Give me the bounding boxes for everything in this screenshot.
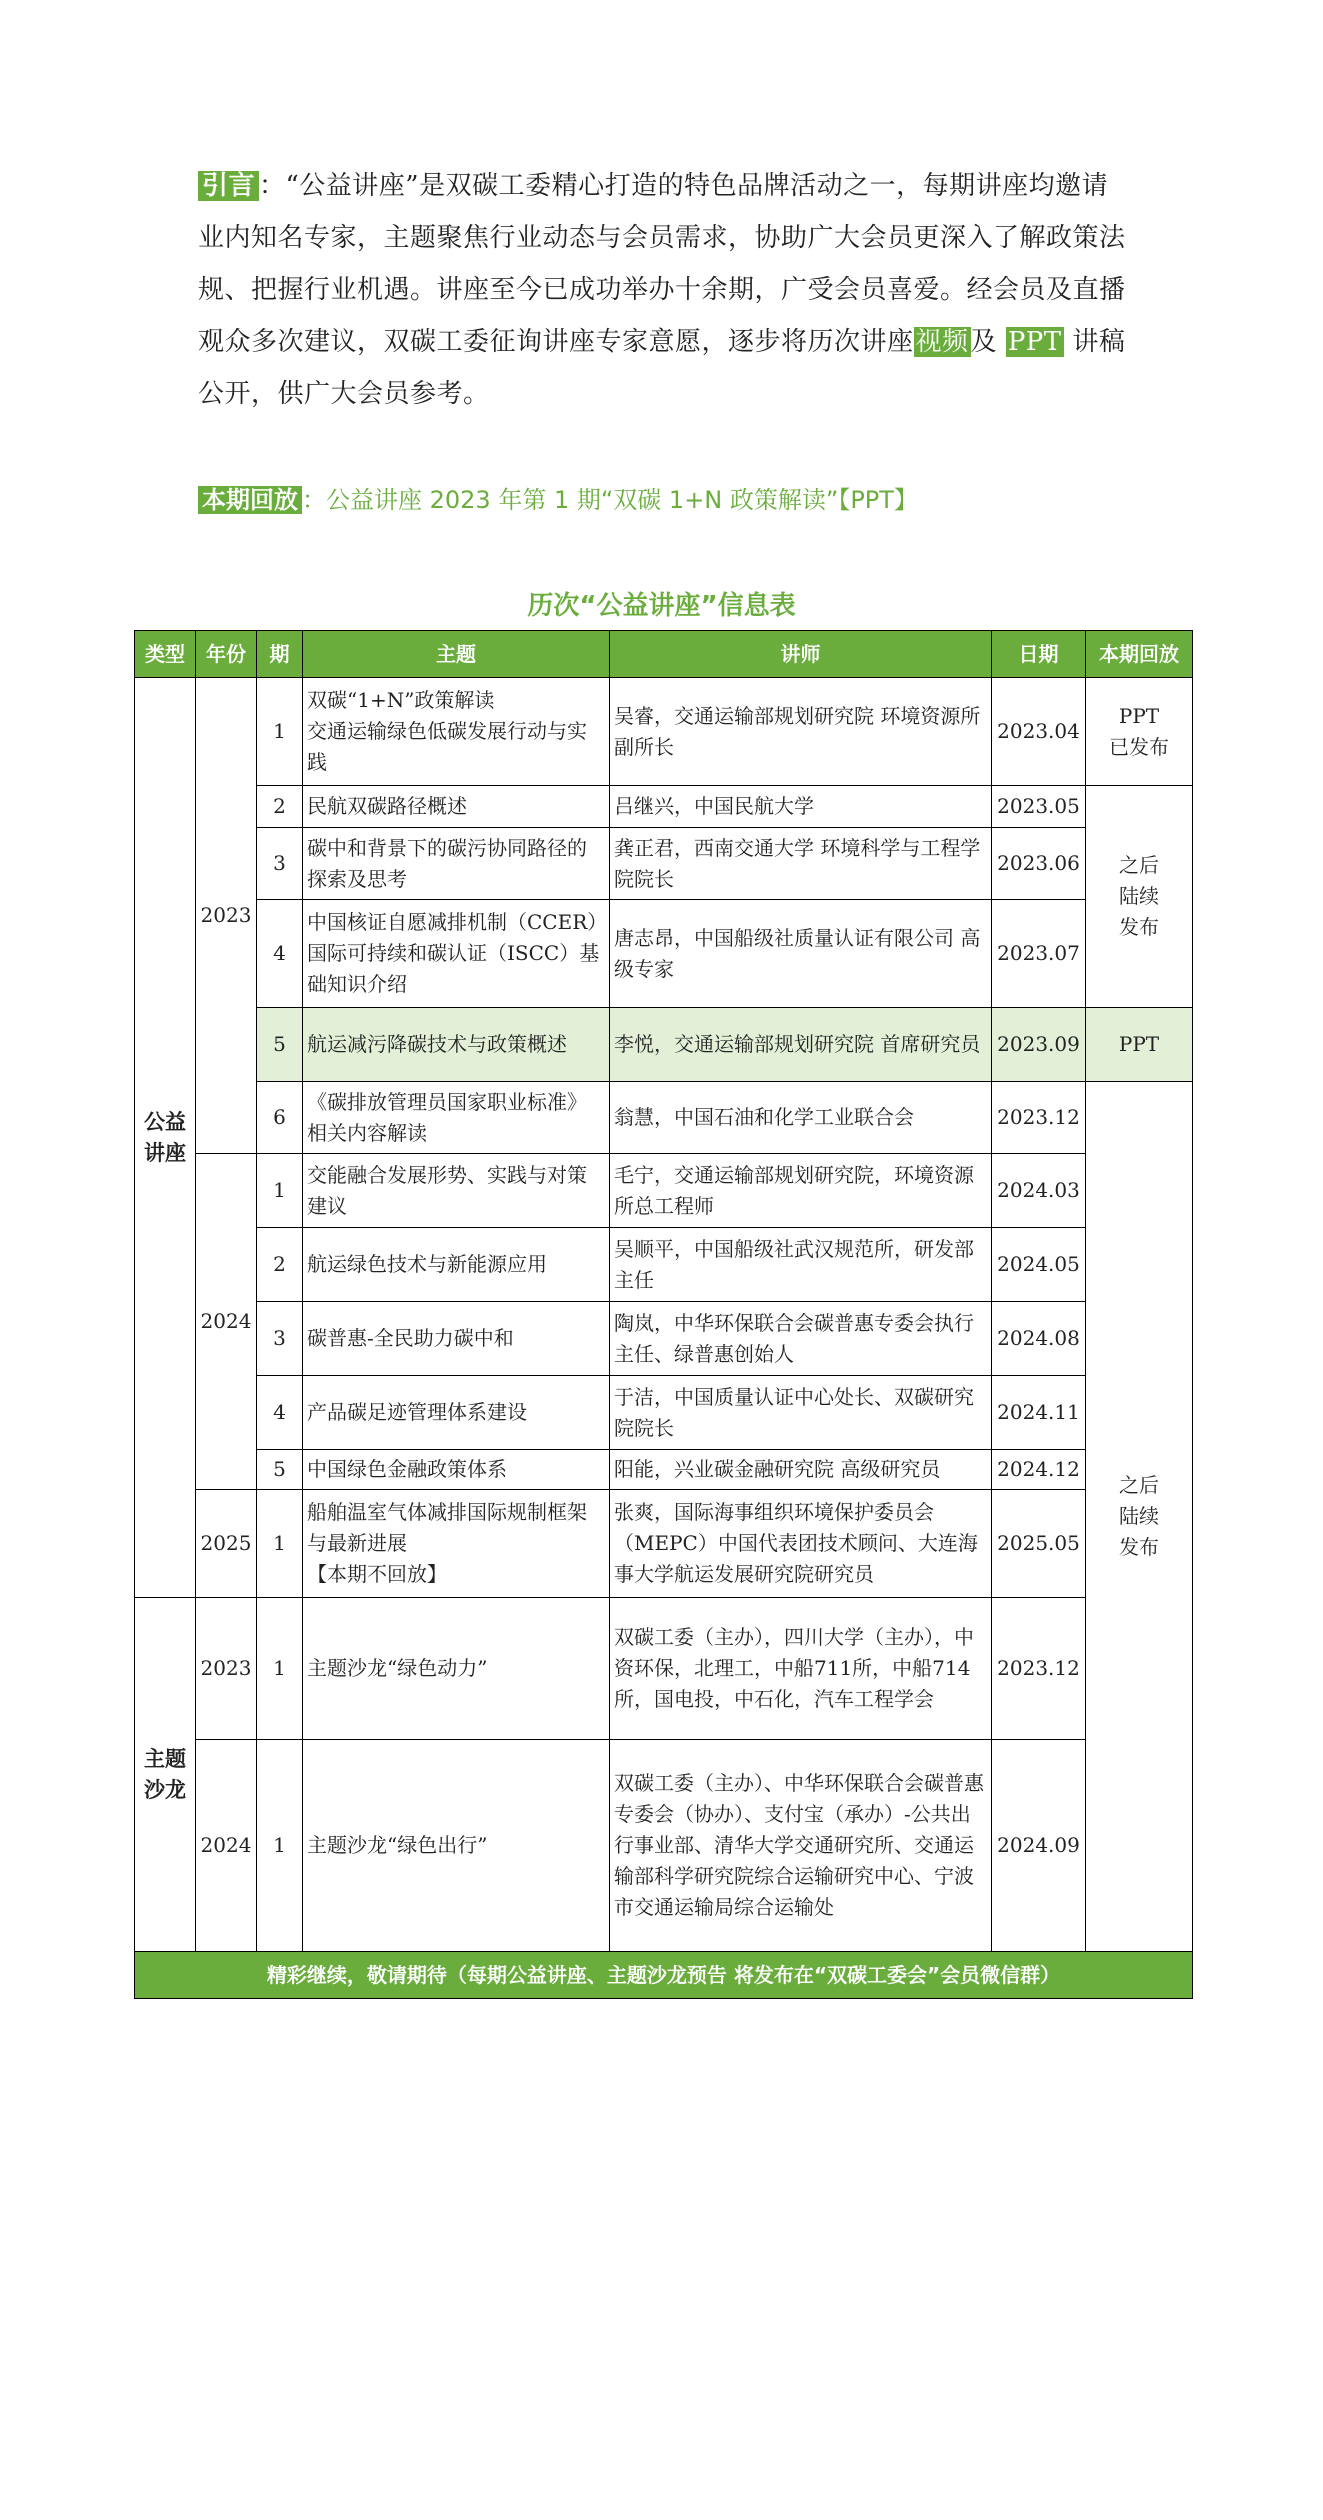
topic: 主题沙龙“绿色出行”	[303, 1740, 610, 1952]
header-issue: 期	[257, 631, 303, 678]
table-row-current	[135, 1008, 1193, 1082]
table-row	[135, 1490, 1193, 1598]
replay-ppt-published[interactable]: PPT 已发布	[1086, 678, 1193, 786]
lecturer: 阳能，兴业碳金融研究院 高级研究员	[610, 1450, 992, 1490]
video-link[interactable]: 视频	[915, 327, 969, 357]
lecturer: 翁慧，中国石油和化学工业联合会	[610, 1082, 992, 1154]
table-row	[135, 1154, 1193, 1228]
issue-no: 6	[257, 1082, 303, 1154]
replay-link[interactable]: ：公益讲座 2023 年第 1 期“双碳 1+N 政策解读”【PPT】	[302, 486, 918, 514]
issue-no: 1	[257, 678, 303, 786]
replay-later: 之后 陆续 发布	[1086, 1082, 1193, 1952]
table-row	[135, 1228, 1193, 1302]
issue-no: 3	[257, 828, 303, 900]
table-row	[135, 1376, 1193, 1450]
lecturer: 张爽，国际海事组织环境保护委员会（MEPC）中国代表团技术顾问、大连海事大学航运发展研究院研究员	[610, 1490, 992, 1598]
topic: 《碳排放管理员国家职业标准》相关内容解读	[303, 1082, 610, 1154]
table-row	[135, 1450, 1193, 1490]
date: 2023.12	[992, 1082, 1086, 1154]
header-replay: 本期回放	[1086, 631, 1193, 678]
date: 2023.04	[992, 678, 1086, 786]
topic: 民航双碳路径概述	[303, 786, 610, 828]
date: 2023.05	[992, 786, 1086, 828]
intro-text-c: 讲稿公开，供广大会员参考。	[198, 327, 1126, 409]
issue-no: 5	[257, 1008, 303, 1082]
topic: 碳普惠-全民助力碳中和	[303, 1302, 610, 1376]
issue-no: 3	[257, 1302, 303, 1376]
replay-later: 之后 陆续 发布	[1086, 786, 1193, 1008]
current-replay	[198, 478, 918, 522]
replay-ppt[interactable]: PPT	[1086, 1008, 1193, 1082]
intro-text-a: ：“公益讲座”是双碳工委精心打造的特色品牌活动之一，每期讲座均邀请业内知名专家，主题聚焦行业动态与会员需求，协助广大会员更深入了解政策法规、把握行业机遇。讲座至今已成功举办十余期，广受会员喜爱。经会员及直播观众多次建议，双碳工委征询讲座专家意愿，逐步将历次讲座	[198, 171, 1126, 357]
date: 2024.12	[992, 1450, 1086, 1490]
lecturer: 毛宁，交通运输部规划研究院，环境资源所总工程师	[610, 1154, 992, 1228]
table-row	[135, 678, 1193, 786]
lecturer: 吴顺平，中国船级社武汉规范所，研发部主任	[610, 1228, 992, 1302]
topic: 交能融合发展形势、实践与对策建议	[303, 1154, 610, 1228]
table-row	[135, 1302, 1193, 1376]
header-lecturer: 讲师	[610, 631, 992, 678]
table-caption: 历次“公益讲座”信息表	[527, 591, 796, 621]
topic: 中国绿色金融政策体系	[303, 1450, 610, 1490]
date: 2024.11	[992, 1376, 1086, 1450]
lecturer: 于洁，中国质量认证中心处长、双碳研究院院长	[610, 1376, 992, 1450]
topic: 航运减污降碳技术与政策概述	[303, 1008, 610, 1082]
table-footer-row	[135, 1952, 1193, 1999]
salon-year-2023: 2023	[196, 1598, 257, 1740]
header-year: 年份	[196, 631, 257, 678]
issue-no: 1	[257, 1598, 303, 1740]
topic: 航运绿色技术与新能源应用	[303, 1228, 610, 1302]
lecturer: 陶岚，中华环保联合会碳普惠专委会执行主任、绿普惠创始人	[610, 1302, 992, 1376]
date: 2023.12	[992, 1598, 1086, 1740]
date: 2023.06	[992, 828, 1086, 900]
intro-tag: 引言	[198, 171, 259, 201]
year-2025: 2025	[196, 1490, 257, 1598]
lecturer: 龚正君，西南交通大学 环境科学与工程学院院长	[610, 828, 992, 900]
year-2023: 2023	[196, 678, 257, 1154]
type-salon: 主题沙龙	[135, 1598, 196, 1952]
intro-paragraph	[198, 160, 1128, 420]
lecturer: 双碳工委（主办），四川大学（主办），中资环保，北理工，中船711所，中船714所，国电投，中石化，汽车工程学会	[610, 1598, 992, 1740]
header-date: 日期	[992, 631, 1086, 678]
topic: 产品碳足迹管理体系建设	[303, 1376, 610, 1450]
ppt-link[interactable]: PPT	[1007, 327, 1062, 357]
table-row	[135, 1740, 1193, 1952]
header-topic: 主题	[303, 631, 610, 678]
topic: 中国核证自愿减排机制（CCER）国际可持续和碳认证（ISCC）基础知识介绍	[303, 900, 610, 1008]
header-type: 类型	[135, 631, 196, 678]
table-header-row	[135, 631, 1193, 678]
table-row	[135, 786, 1193, 828]
topic: 主题沙龙“绿色动力”	[303, 1598, 610, 1740]
lecturer: 吴睿，交通运输部规划研究院 环境资源所副所长	[610, 678, 992, 786]
date: 2024.09	[992, 1740, 1086, 1952]
topic: 双碳“1+N”政策解读 交通运输绿色低碳发展行动与实践	[303, 678, 610, 786]
intro-text-b: 及	[970, 327, 998, 357]
year-2024: 2024	[196, 1154, 257, 1490]
issue-no: 2	[257, 786, 303, 828]
lecturer: 唐志昂，中国船级社质量认证有限公司 高级专家	[610, 900, 992, 1008]
date: 2024.05	[992, 1228, 1086, 1302]
date: 2024.03	[992, 1154, 1086, 1228]
issue-no: 1	[257, 1740, 303, 1952]
table-footer: 精彩继续，敬请期待（每期公益讲座、主题沙龙预告 将发布在“双碳工委会”会员微信群）	[135, 1952, 1193, 1999]
topic: 船舶温室气体减排国际规制框架与最新进展 【本期不回放】	[303, 1490, 610, 1598]
salon-year-2024: 2024	[196, 1740, 257, 1952]
date: 2025.05	[992, 1490, 1086, 1598]
date: 2023.09	[992, 1008, 1086, 1082]
lecturer: 吕继兴，中国民航大学	[610, 786, 992, 828]
date: 2023.07	[992, 900, 1086, 1008]
replay-tag: 本期回放	[198, 486, 302, 514]
issue-no: 4	[257, 900, 303, 1008]
table-row	[135, 1598, 1193, 1740]
issue-no: 1	[257, 1490, 303, 1598]
issue-no: 2	[257, 1228, 303, 1302]
issue-no: 4	[257, 1376, 303, 1450]
date: 2024.08	[992, 1302, 1086, 1376]
table-row	[135, 828, 1193, 900]
type-lecture: 公益讲座	[135, 678, 196, 1598]
lecturer: 双碳工委（主办）、中华环保联合会碳普惠专委会（协办）、支付宝（承办）-公共出行事业部、清华大学交通研究所、交通运输部科学研究院综合运输研究中心、宁波市交通运输局综合运输处	[610, 1740, 992, 1952]
lecture-info-table	[134, 630, 1193, 1999]
topic: 碳中和背景下的碳污协同路径的探索及思考	[303, 828, 610, 900]
table-row	[135, 900, 1193, 1008]
issue-no: 1	[257, 1154, 303, 1228]
issue-no: 5	[257, 1450, 303, 1490]
lecturer: 李悦，交通运输部规划研究院 首席研究员	[610, 1008, 992, 1082]
table-row	[135, 1082, 1193, 1154]
